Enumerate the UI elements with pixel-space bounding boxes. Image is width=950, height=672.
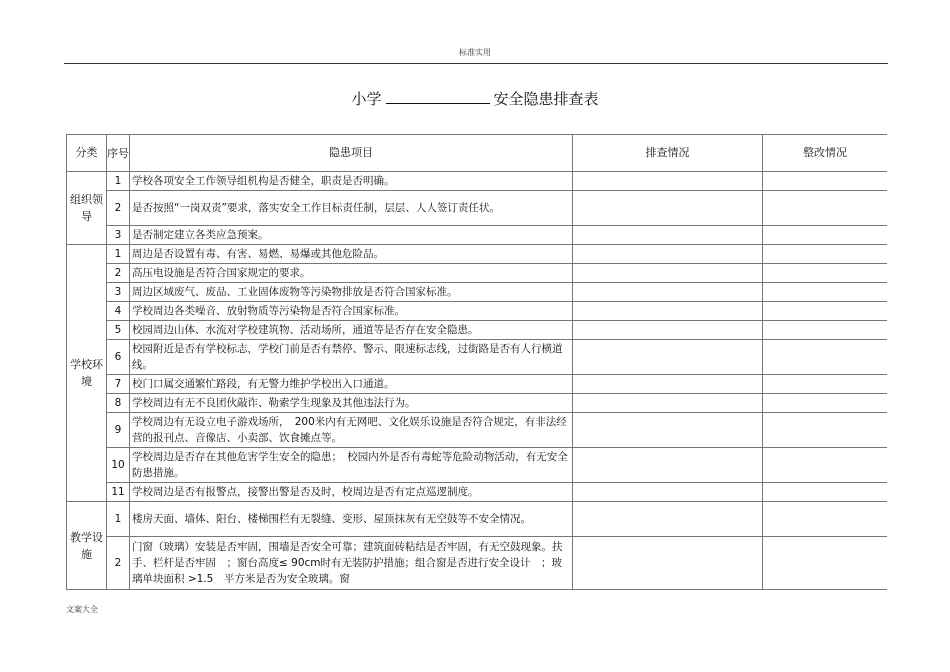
header-number: 序号 (107, 135, 130, 172)
table-row (67, 537, 888, 590)
inspection-cell[interactable] (573, 394, 763, 413)
inspection-cell[interactable] (573, 483, 763, 502)
school-name-blank (386, 91, 490, 104)
rectification-cell[interactable] (763, 264, 888, 283)
row-number: 3 (107, 283, 130, 302)
rectification-cell[interactable] (763, 172, 888, 191)
row-item: 学校周边有无不良团伙敲诈、勒索学生现象及其他违法行为。 (130, 394, 573, 413)
row-number: 2 (107, 264, 130, 283)
row-number: 10 (107, 448, 130, 483)
inspection-cell[interactable] (573, 321, 763, 340)
rectification-cell[interactable] (763, 375, 888, 394)
inspection-cell[interactable] (573, 375, 763, 394)
category-cell: 组织领导 (67, 172, 107, 245)
table-row (67, 483, 888, 502)
inspection-table (66, 134, 887, 590)
rectification-cell[interactable] (763, 226, 888, 245)
row-item: 学校各项安全工作领导组机构是否健全，职责是否明确。 (130, 172, 573, 191)
row-item: 楼房天面、墙体、阳台、楼梯围栏有无裂缝、变形、屋顶抹灰有无空鼓等不安全情况。 (130, 502, 573, 537)
row-item: 高压电设施是否符合国家规定的要求。 (130, 264, 573, 283)
row-item: 是否按照“一岗双责”要求，落实安全工作目标责任制，层层、人人签订责任状。 (130, 191, 573, 226)
row-item: 学校周边是否存在其他危害学生安全的隐患； 校园内外是否有毒蛇等危险动物活动，有无安全防患措施。 (130, 448, 573, 483)
table-row (67, 302, 888, 321)
row-number: 3 (107, 226, 130, 245)
inspection-cell[interactable] (573, 502, 763, 537)
table-row (67, 191, 888, 226)
table-row (67, 245, 888, 264)
header-item: 隐患项目 (130, 135, 573, 172)
row-item: 是否制定建立各类应急预案。 (130, 226, 573, 245)
category-cell: 学校环境 (67, 245, 107, 502)
row-item: 周边是否设置有毒、有害、易燃、易爆或其他危险品。 (130, 245, 573, 264)
row-number: 1 (107, 245, 130, 264)
row-number: 6 (107, 340, 130, 375)
row-number: 9 (107, 413, 130, 448)
row-item: 校门口属交通繁忙路段，有无警力维护学校出入口通道。 (130, 375, 573, 394)
page-footer: 文案大全 (66, 605, 98, 614)
rectification-cell[interactable] (763, 321, 888, 340)
inspection-cell[interactable] (573, 537, 763, 590)
inspection-cell[interactable] (573, 245, 763, 264)
header-divider (64, 63, 888, 64)
table-row (67, 321, 888, 340)
table-row (67, 226, 888, 245)
rectification-cell[interactable] (763, 413, 888, 448)
inspection-cell[interactable] (573, 226, 763, 245)
rectification-cell[interactable] (763, 283, 888, 302)
row-item: 门窗（玻璃）安装是否牢固，围墙是否安全可靠；建筑面砖粘结是否牢固，有无空鼓现象。扶手、栏杆是否牢固 ；窗台高度≤ 90cm时有无装防护措施；组合窗是否进行安全设计 ；玻璃单块面积 >1.5 平方米是否为安全玻璃。窗 (130, 537, 573, 590)
table-row (67, 448, 888, 483)
category-cell: 教学设施 (67, 502, 107, 590)
table-row (67, 340, 888, 375)
inspection-cell[interactable] (573, 340, 763, 375)
row-number: 2 (107, 191, 130, 226)
row-item: 校园周边山体、水流对学校建筑物、活动场所，通道等是否存在安全隐患。 (130, 321, 573, 340)
rectification-cell[interactable] (763, 448, 888, 483)
page-header: 标准实用 (459, 48, 491, 57)
table-row (67, 413, 888, 448)
header-category: 分类 (67, 135, 107, 172)
inspection-cell[interactable] (573, 264, 763, 283)
row-item: 学校周边各类噪音、放射物质等污染物是否符合国家标准。 (130, 302, 573, 321)
row-item: 周边区域废气、废品、工业固体废物等污染物排放是否符合国家标准。 (130, 283, 573, 302)
table-row (67, 394, 888, 413)
row-number: 11 (107, 483, 130, 502)
inspection-cell[interactable] (573, 191, 763, 226)
rectification-cell[interactable] (763, 245, 888, 264)
inspection-cell[interactable] (573, 283, 763, 302)
inspection-table-container (66, 134, 887, 602)
title-suffix: 安全隐患排查表 (493, 90, 599, 108)
table-row (67, 283, 888, 302)
table-row (67, 502, 888, 537)
inspection-cell[interactable] (573, 448, 763, 483)
rectification-cell[interactable] (763, 302, 888, 321)
row-item: 学校周边是否有报警点，接警出警是否及时，校周边是否有定点巡逻制度。 (130, 483, 573, 502)
inspection-cell[interactable] (573, 302, 763, 321)
page-title (0, 88, 950, 109)
inspection-cell[interactable] (573, 172, 763, 191)
table-row (67, 375, 888, 394)
rectification-cell[interactable] (763, 502, 888, 537)
row-item: 校园附近是否有学校标志，学校门前是否有禁停、警示、限速标志线，过街路是否有人行横道线。 (130, 340, 573, 375)
table-header-row (67, 135, 888, 172)
row-number: 2 (107, 537, 130, 590)
row-number: 5 (107, 321, 130, 340)
inspection-cell[interactable] (573, 413, 763, 448)
header-inspection: 排查情况 (573, 135, 763, 172)
rectification-cell[interactable] (763, 394, 888, 413)
rectification-cell[interactable] (763, 483, 888, 502)
rectification-cell[interactable] (763, 191, 888, 226)
table-row (67, 264, 888, 283)
rectification-cell[interactable] (763, 340, 888, 375)
row-number: 7 (107, 375, 130, 394)
row-number: 1 (107, 172, 130, 191)
row-number: 4 (107, 302, 130, 321)
rectification-cell[interactable] (763, 537, 888, 590)
title-prefix: 小学 (351, 90, 382, 108)
row-number: 8 (107, 394, 130, 413)
row-item: 学校周边有无设立电子游戏场所， 200米内有无网吧、文化娱乐设施是否符合规定，有非法经营的报刊点、音像店、小卖部、饮食摊点等。 (130, 413, 573, 448)
row-number: 1 (107, 502, 130, 537)
header-rectification: 整改情况 (763, 135, 888, 172)
table-row (67, 172, 888, 191)
